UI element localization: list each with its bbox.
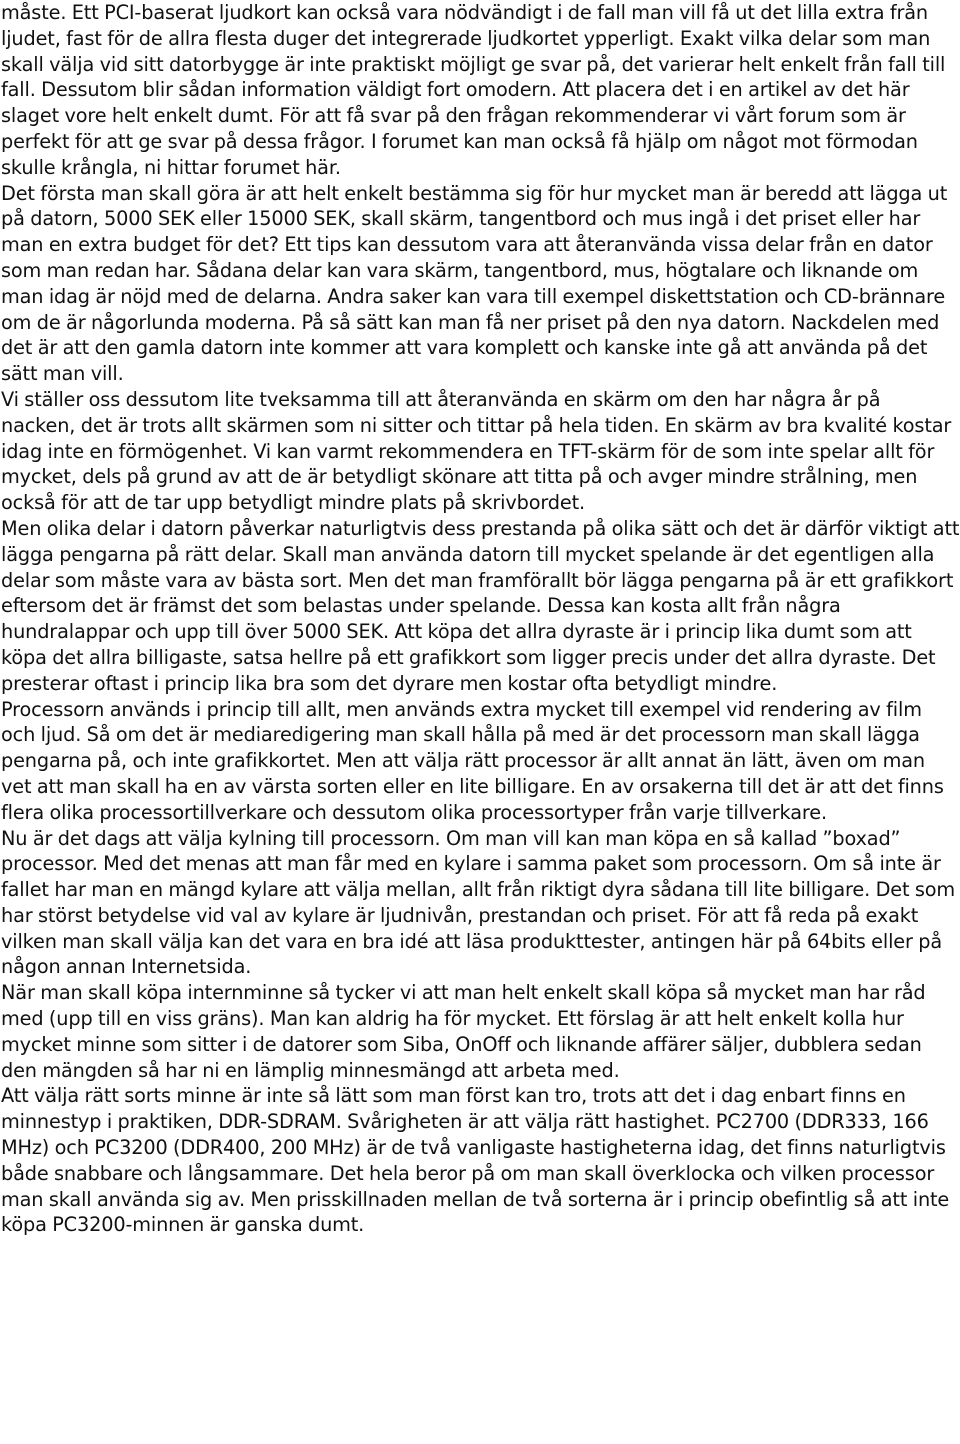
paragraph-5: Processorn används i princip till allt, men används extra mycket till exempel vid rendering av film och ljud. Så om det är mediaredigering man skall hålla på med är det processorn man skall lägga pengarna på, och inte grafikkortet. Men att välja rätt processor är allt annat än lätt, även om man vet att man skall ha en av värsta sorten eller en lite billigare. En av orsakerna till det är att det finns flera olika processortillverkare och dessutom olika processortyper från varje tillverkare.: [1, 697, 944, 824]
paragraph-1: måste. Ett PCI-baserat ljudkort kan också vara nödvändigt i de fall man vill få ut det lilla extra från ljudet, fast för de allra flesta duger det integrerade ljudkortet ypperligt. Exakt vilka delar som man skall välja vid sitt datorbygge är inte praktiskt möjligt ge svar på, det varierar helt enkelt från fall till fall. Dessutom blir sådan information väldigt fort omodern. Att placera det i en artikel av det här slaget vore helt enkelt dumt. För att få svar på den frågan rekommenderar vi vårt forum som är perfekt för att ge svar på dessa frågor. I forumet kan man också få hjälp om något mot förmodan skulle krångla, ni hittar forumet här.: [1, 1, 946, 179]
paragraph-2: Det första man skall göra är att helt enkelt bestämma sig för hur mycket man är beredd att lägga ut på datorn, 5000 SEK eller 15000 SEK, skall skärm, tangentbord och mus ingå i det priset eller har man en extra budget för det? Ett tips kan dessutom vara att återanvända vissa delar från en dator som man redan har. Sådana delar kan vara skärm, tangentbord, mus, högtalare och liknande om man idag är nöjd med de delarna. Andra saker kan vara till exempel diskettstation och CD-brännare om de är någorlunda moderna. På så sätt kan man få ner priset på den nya datorn. Nackdelen med det är att den gamla datorn inte kommer att vara komplett och kanske inte gå att använda på det sätt man vill.: [1, 181, 948, 386]
paragraph-4: Men olika delar i datorn påverkar naturligtvis dess prestanda på olika sätt och det är därför viktigt att lägga pengarna på rätt delar. Skall man använda datorn till mycket spelande är det egentligen alla delar som måste vara av bästa sort. Men det man framförallt bör lägga pengarna på är ett grafikkort eftersom det är främst det som belastas under spelande. Dessa kan kosta allt från några hundralappar och upp till över 5000 SEK. Att köpa det allra dyraste är i princip lika dumt som att köpa det allra billigaste, satsa hellre på ett grafikkort som ligger precis under det allra dyraste. Det presterar oftast i princip lika bra som det dyrare men kostar ofta betydligt mindre.: [1, 516, 960, 695]
paragraph-6: Nu är det dags att välja kylning till processorn. Om man vill kan man köpa en så kallad ”boxad” processor. Med det menas att man får med en kylare i samma paket som processorn. Om så inte är fallet har man en mängd kylare att välja mellan, allt från riktigt dyra sådana till lite billigare. Det som har störst betydelse vid val av kylare är ljudnivån, prestandan och priset. För att få reda på exakt vilken man skall välja kan det vara en bra idé att läsa produkttester, antingen här på 64bits eller på någon annan Internetsida.: [1, 826, 956, 979]
paragraph-3: Vi ställer oss dessutom lite tveksamma till att återanvända en skärm om den har några år på nacken, det är trots allt skärmen som ni sitter och tittar på hela tiden. En skärm av bra kvalité kostar idag inte en förmögenhet. Vi kan varmt rekommendera en TFT-skärm för de som inte spelar allt för mycket, dels på grund av att de är betydligt skönare att titta på och avger mindre strålning, men också för att de tar upp betydligt mindre plats på skrivbordet.: [1, 387, 952, 515]
paragraph-8: Att välja rätt sorts minne är inte så lätt som man först kan tro, trots att det i dag enbart finns en minnestyp i praktiken, DDR-SDRAM. Svårigheten är att välja rätt hastighet. PC2700 (DDR333, 166 MHz) och PC3200 (DDR400, 200 MHz) är de två vanligaste hastigheterna idag, det finns naturligtvis både snabbare och långsammare. Det hela beror på om man skall överklocka och vilken processor man skall använda sig av. Men prisskillnaden mellan de två sorterna är i princip obefintlig så att inte köpa PC3200-minnen är ganska dumt.: [1, 1084, 950, 1237]
paragraph-7: När man skall köpa internminne så tycker vi att man helt enkelt skall köpa så mycket man har råd med (upp till en viss gräns). Man kan aldrig ha för mycket. Ett förslag är att helt enkelt kolla hur mycket minne som sitter i de datorer som Siba, OnOff och liknande affärer säljer, dubblera sedan den mängden så har ni en lämplig minnesmängd att arbeta med.: [1, 981, 926, 1082]
